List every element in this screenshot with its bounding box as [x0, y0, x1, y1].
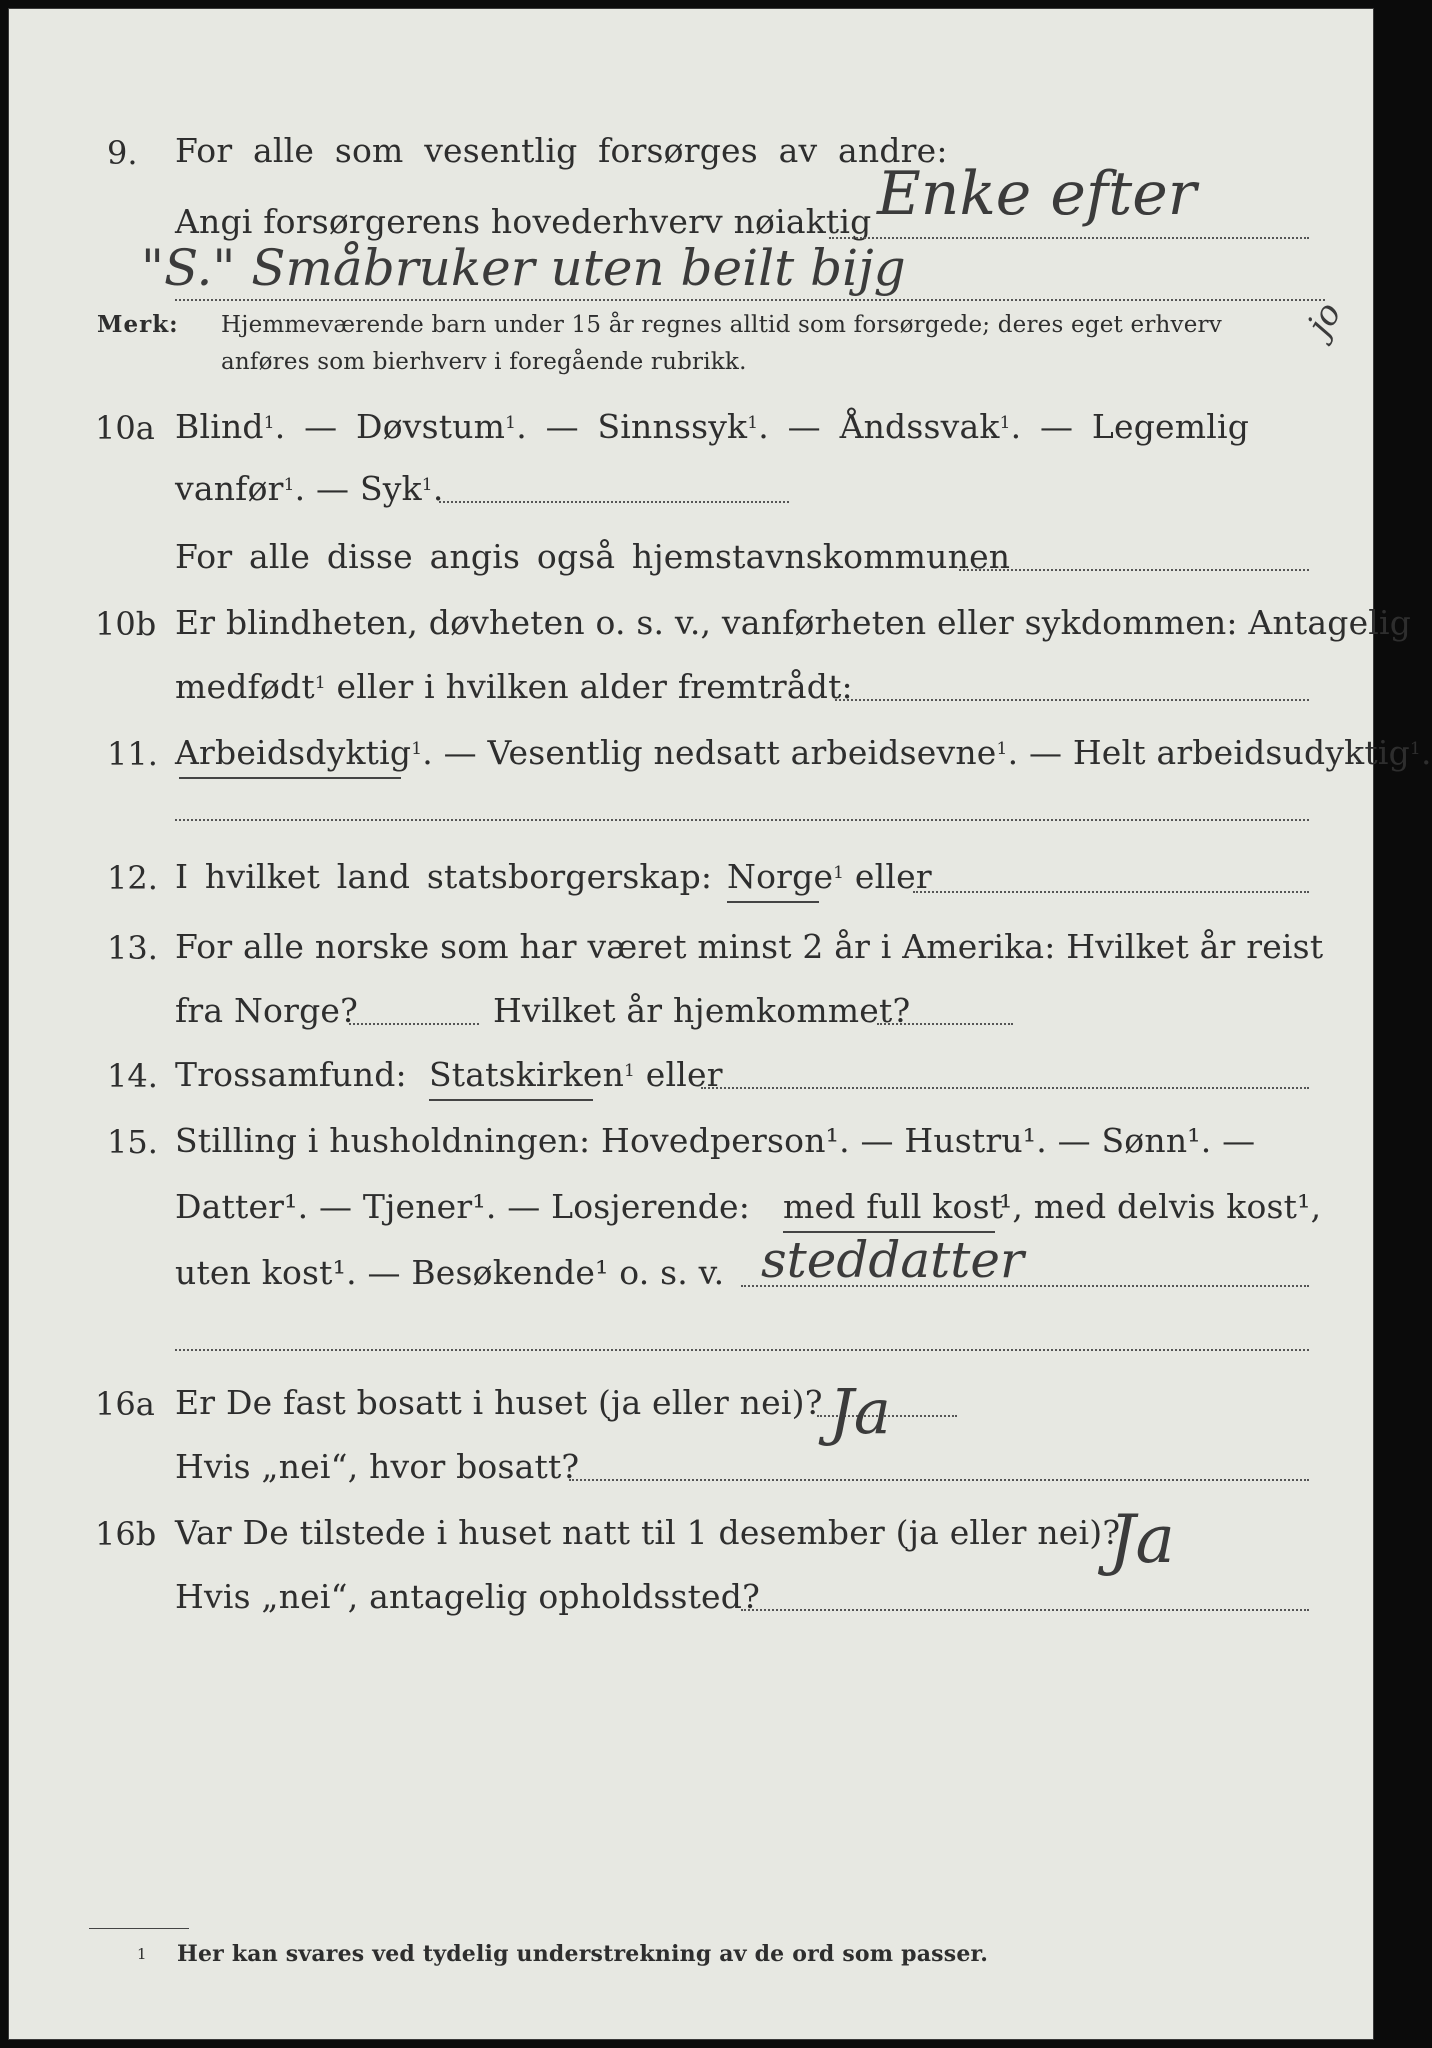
q15-answer-line-1	[741, 1285, 1309, 1287]
q13-answer-line-2	[877, 1023, 1013, 1025]
q13-line2a: fra Norge?	[175, 991, 359, 1030]
item-number-10a: 10a	[95, 409, 155, 447]
q10a-line1: Blind$^1$. — Døvstum$^1$. — Sinnssyk$^1$. — Åndssvak$^1$. — Legemlig	[175, 407, 1250, 446]
q16b-line1: Var De tilstede i huset natt til 1 desember (ja eller nei)?	[175, 1513, 1121, 1552]
q16b-answer-line	[741, 1609, 1309, 1611]
q14-answer: Statskirken$^1$ eller	[429, 1055, 723, 1094]
item-number-12: 12.	[107, 859, 158, 897]
item-number-9: 9.	[107, 134, 138, 172]
q10b-line2: medfødt$^1$ eller i hvilken alder fremtrådt:	[175, 667, 853, 706]
q9-handwritten-margin: jo	[1299, 295, 1350, 343]
item-number-15: 15.	[107, 1123, 158, 1161]
q11-underline-arbeidsdyktig	[179, 777, 401, 779]
q16a-line1: Er De fast bosatt i huset (ja eller nei)?	[175, 1383, 823, 1422]
q15-line2a: Datter¹. — Tjener¹. — Losjerende:	[175, 1187, 751, 1226]
q15-line2c: ¹, med delvis kost¹,	[999, 1187, 1322, 1226]
item-number-11: 11.	[107, 735, 158, 773]
q12-answer: Norge$^1$ eller	[727, 857, 932, 896]
q10a-answer-line-1	[439, 501, 789, 503]
q14-answer-line	[701, 1087, 1309, 1089]
q9-answer-line-2	[175, 299, 1325, 301]
item-number-14: 14.	[107, 1057, 158, 1095]
q16a-handwritten-answer: Ja	[829, 1375, 891, 1448]
q9-handwritten-answer-2: "S." Småbruker uten beilt bijg	[141, 239, 906, 297]
q10b-line1: Er blindheten, døvheten o. s. v., vanførheten eller sykdommen: Antagelig	[175, 603, 1412, 642]
merk-line2: anføres som bierhverv i foregående rubrikk.	[221, 349, 747, 375]
item-number-16a: 16a	[95, 1385, 155, 1423]
item-number-13: 13.	[107, 929, 158, 967]
q16b-line2: Hvis „nei“, antagelig opholdssted?	[175, 1577, 760, 1616]
q10a-answer-line-2	[959, 569, 1309, 571]
q11-answer-line	[175, 819, 1309, 821]
footnote-rule	[89, 1928, 189, 1929]
q14-underline-statskirken	[429, 1099, 593, 1101]
q15-line2b: med full kost	[783, 1187, 1004, 1226]
q16a-answer-line-2	[569, 1479, 1309, 1481]
census-form-page	[8, 8, 1432, 2040]
q12-label: I hvilket land statsborgerskap:	[175, 857, 713, 896]
q9-handwritten-answer-1: Enke efter	[877, 159, 1197, 229]
q13-line1: For alle norske som har været minst 2 år i Amerika: Hvilket år reist	[175, 927, 1324, 966]
q14-label: Trossamfund:	[175, 1055, 407, 1094]
q13-line2b: Hvilket år hjemkommet?	[493, 991, 911, 1030]
q16a-line2: Hvis „nei“, hvor bosatt?	[175, 1447, 580, 1486]
q15-answer-line-2	[175, 1349, 1309, 1351]
q16b-handwritten-answer: Ja	[1109, 1501, 1175, 1578]
q10b-answer-line	[835, 699, 1309, 701]
q10a-line2: vanfør$^1$. — Syk$^1$.	[175, 469, 444, 508]
merk-label: Merk:	[97, 311, 179, 338]
footnote-text: Her kan svares ved tydelig understrekning av de ord som passer.	[177, 1941, 989, 1967]
q15-line3: uten kost¹. — Besøkende¹ o. s. v.	[175, 1253, 725, 1292]
q12-underline-norge	[727, 901, 819, 903]
q15-handwritten-answer: steddatter	[761, 1231, 1024, 1289]
q15-line1: Stilling i husholdningen: Hovedperson¹. — Hustru¹. — Sønn¹. —	[175, 1121, 1256, 1160]
q11-line: Arbeidsdyktig$^1$. — Vesentlig nedsatt arbeidsevne$^1$. — Helt arbeidsudyktig$^1$.	[175, 733, 1432, 772]
item-number-16b: 16b	[95, 1515, 157, 1553]
q13-answer-line-1	[349, 1023, 479, 1025]
merk-line1: Hjemmeværende barn under 15 år regnes alltid som forsørgede; deres eget erhverv	[221, 312, 1222, 338]
q9-line2: Angi forsørgerens hovederhverv nøiaktig	[175, 202, 872, 241]
footnote-mark: 1	[137, 1945, 147, 1963]
q12-answer-line	[913, 891, 1309, 893]
q9-line1: For alle som vesentlig forsørges av andre:	[175, 131, 948, 170]
item-number-10b: 10b	[95, 605, 157, 643]
q10a-line3: For alle disse angis også hjemstavnskommunen	[175, 537, 1011, 576]
